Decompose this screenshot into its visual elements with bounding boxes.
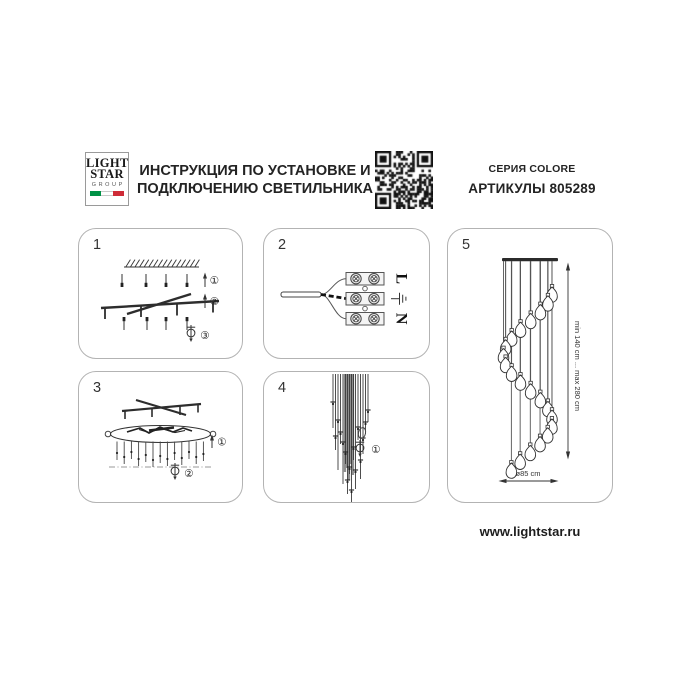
hanging-wires bbox=[116, 442, 205, 468]
step-panel-1 bbox=[78, 228, 243, 359]
wire-neutral bbox=[321, 295, 346, 319]
title-line-2: ПОДКЛЮЧЕНИЮ СВЕТИЛЬНИКА bbox=[136, 181, 374, 197]
step-panel-5 bbox=[447, 228, 613, 503]
article-number: АРТИКУЛЫ 805289 bbox=[468, 181, 596, 196]
logo-word-light: LIGHT bbox=[86, 156, 129, 170]
website-url: www.lightstar.ru bbox=[479, 524, 581, 539]
title-line-1: ИНСТРУКЦИЯ ПО УСТАНОВКЕ И bbox=[139, 163, 371, 179]
height-dimension-arrow bbox=[566, 263, 570, 460]
wire-adjustment-diagram bbox=[264, 372, 431, 504]
panel-number: 2 bbox=[278, 237, 287, 253]
label-neutral: N bbox=[392, 312, 410, 325]
wiring-diagram bbox=[264, 229, 431, 360]
ceiling-hatch bbox=[126, 260, 199, 267]
label-live: L bbox=[392, 273, 410, 285]
lightstar-logo bbox=[85, 152, 129, 206]
step-panel-2 bbox=[263, 228, 430, 359]
flag-green bbox=[90, 191, 101, 196]
mounting-bars bbox=[101, 294, 219, 319]
mounting-bars bbox=[122, 400, 201, 419]
anchor-screws-bottom-row bbox=[123, 317, 189, 330]
step-3-badge: ③ bbox=[200, 330, 210, 342]
height-dimension-label: min 140 cm ... max 280 cm bbox=[573, 320, 582, 412]
step-panel-4 bbox=[263, 371, 430, 503]
direction-arrow-1 bbox=[203, 273, 207, 288]
panel-number: 4 bbox=[278, 380, 287, 396]
wire-live bbox=[321, 279, 346, 295]
panel-number: 1 bbox=[93, 237, 102, 253]
series-name: СЕРИЯ COLORE bbox=[488, 163, 576, 175]
step-panel-3 bbox=[78, 371, 243, 503]
earth-ground-icon bbox=[391, 293, 406, 305]
step-1-badge: ① bbox=[371, 444, 381, 456]
power-cable bbox=[281, 292, 321, 297]
canopy-mounting-diagram bbox=[79, 372, 244, 504]
ceiling-canopy bbox=[502, 258, 558, 261]
flag-white bbox=[101, 191, 112, 196]
wire-earth-dashed bbox=[321, 295, 346, 299]
logo-word-group: GROUP bbox=[91, 182, 125, 188]
screw-icon bbox=[187, 325, 195, 342]
pendant-bulbs bbox=[498, 285, 557, 479]
diameter-dimension-label: ø85 cm bbox=[515, 469, 541, 478]
product-series-block bbox=[447, 163, 617, 196]
ceiling-mounting-diagram bbox=[79, 229, 244, 360]
chandelier-drawing bbox=[448, 229, 614, 504]
logo-word-star: STAR bbox=[90, 167, 124, 181]
flag-red bbox=[113, 191, 124, 196]
step-1-badge: ① bbox=[209, 275, 220, 287]
screw-icon bbox=[171, 463, 179, 480]
step-1-badge: ① bbox=[217, 436, 227, 449]
step-2-badge: ② bbox=[209, 296, 220, 308]
document-title bbox=[135, 162, 375, 198]
italy-flag-icon bbox=[90, 191, 124, 196]
qr-code bbox=[375, 151, 433, 209]
diameter-dimension-arrow bbox=[499, 479, 559, 483]
anchor-screws-top-row bbox=[121, 274, 189, 287]
panel-number: 5 bbox=[462, 237, 471, 253]
step-2-badge: ② bbox=[184, 468, 194, 480]
panel-number: 3 bbox=[93, 380, 102, 396]
